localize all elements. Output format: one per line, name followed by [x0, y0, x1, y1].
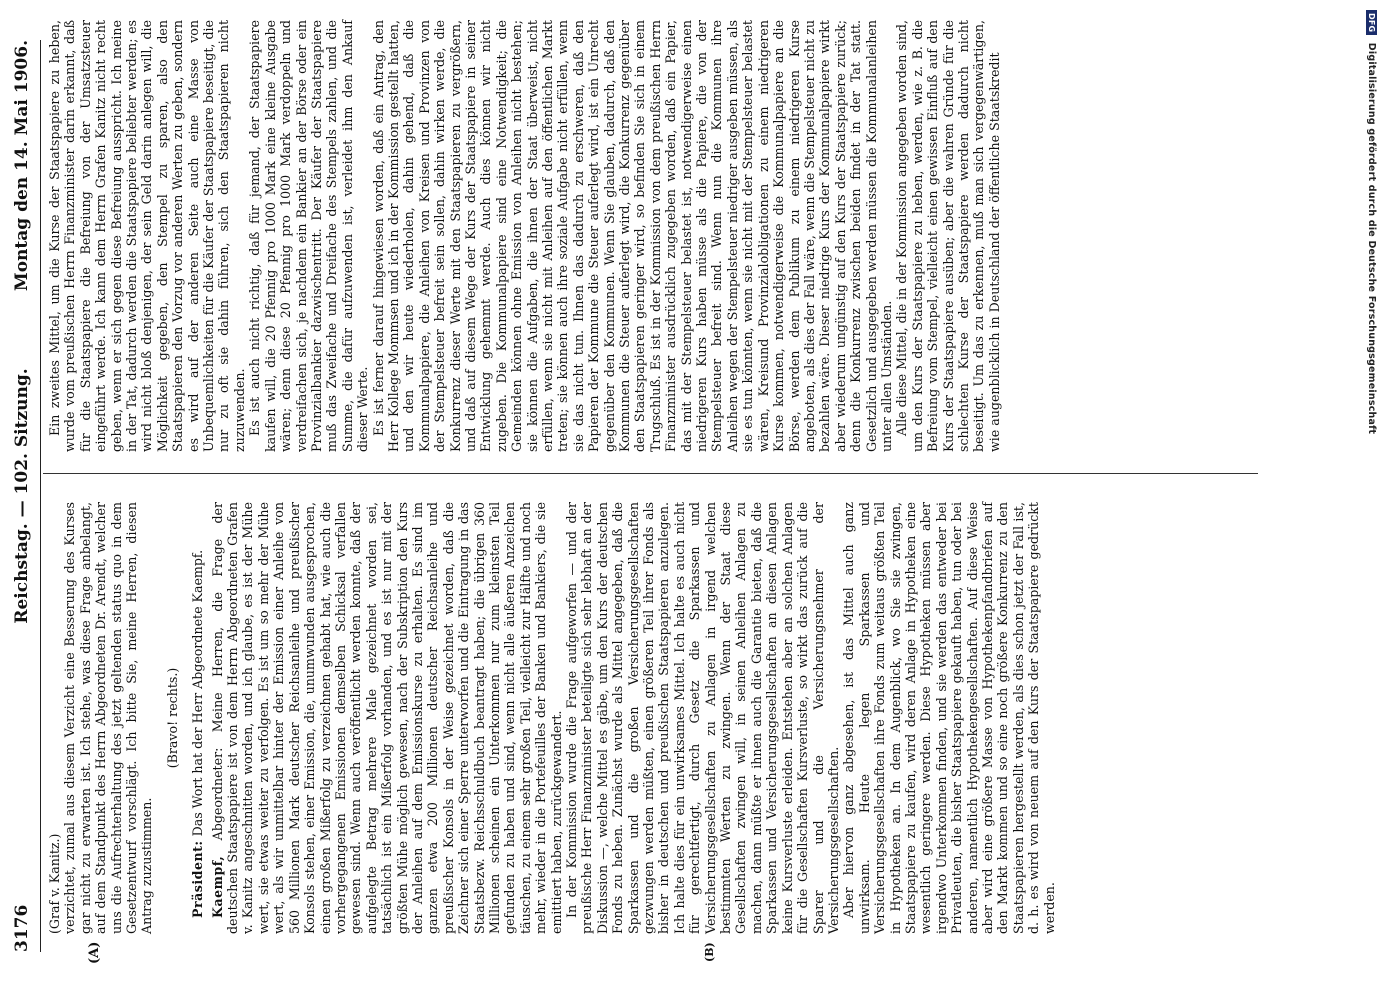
president-label: Präsident:: [190, 840, 206, 918]
dfg-logo: DFG: [1366, 10, 1377, 35]
speaker-continuation: (Graf v. Kanitz.): [47, 833, 62, 934]
margin-marker-b: (B): [703, 942, 716, 962]
kaempf-text: Abgeordneter: Meine Herren, die Frage der deutschen Staatspapiere ist von dem Herrn Abgeordneten Grafen v. Kanitz angeschnitten worden, und ich glaube, es ist der Mühe wert, sie etwas weiter zu verfolgen. Es ist um so mehr der Mühe wert, als wir unmittelbar hinter der Emission einer Anleihe von 560 Millionen Mark deutscher Reichsanleihe und preußischer Konsols stehen, einer Emission, die, unumwunden ausgesprochen, einen großen Mißerfolg zu verzeichnen gehabt hat, wie auch die vorhergegangenen Emissionen demselben Schicksal verfallen gewesen sind. Wenn auch veröffentlicht werden konnte, daß der aufgelegte Betrag mehrere Male gezeichnet worden sei, tatsächlich ist ein Mißerfolg vorhanden, und es ist nur mit der größten Mühe möglich gewesen, nach der Subskription den Kurs der Anleihen auf dem Emissionskurse zu erhalten. Es sind im ganzen etwa 200 Millionen deutscher Reichsanleihe und preußischer Konsols in der Weise gezeichnet worden, daß die Zeichner sich einer Sperre unterworfen und die Eintragung in das Staatsbezw. Reichsschuldbuch beantragt haben; die übrigen 360 Millionen scheinen ein Unterkommen nur zum kleinsten Teil gefunden zu haben und sind, wenn nicht alle äußeren Anzeichen täuschen, zu einem sehr großen Teil, vielleicht zur Hälfte und noch mehr, wieder in die Portefeuilles der Banken und Bankiers, die sie emittiert haben, zurückgewandert.: [209, 502, 564, 934]
paragraph: Ein zweites Mittel, um die Kurse der Staatspapiere zu heben, wurde vom preußischen Herrn Finanzminister darin erkannt, daß für die Staatspapiere die Befreiung von der Umsatzsteuer eingeführt werde. Ich kann dem Herrn Grafen Kanitz nicht recht geben, wenn er sich gegen diese Befreiung ausspricht. Ich meine in der Tat, dadurch werden die Staatspapiere beliebter werden; es wird nicht bloß denjenigen, der sein Geld darin anlegen will, die Möglichkeit gegeben, den Stempel zu sparen, also den Staatspapieren den Vorzug vor anderen Werten zu geben, sondern es wird auf der anderen Seite auch eine Masse von Unbequemlichkeiten für die Käufer der Staatspapiere beseitigt, die nur zu oft sie dahin führen, sich den Staatspapieren nicht zuzuwenden.: [47, 20, 247, 452]
kaempf-label: Kaempf,: [209, 855, 225, 918]
right-column: [47, 20, 1002, 452]
column-divider: [43, 473, 1258, 474]
credit-text: Digitalisierung gefördert durch die Deutsche Forschungsgemeinschaft: [1366, 42, 1377, 435]
page-number: 3176: [12, 904, 32, 952]
president-text: Das Wort hat der Herr Abgeordnete Kaempf.: [190, 549, 206, 837]
president-statement: [190, 502, 205, 934]
paragraph: Alle diese Mittel, die in der Kommission angegeben worden sind, um den Kurs der Staatspapiere zu heben, werden, wie z. B. die Befreiung vom Stempel, vielleicht einen gewissen Einfluß auf den Kurs der Staatspapiere ausüben; aber die wahren Gründe für die schlechten Kurse der Staatspapiere werden dadurch nicht beseitigt. Um das zu erkennen, muß man sich vergegenwärtigen, wie augenblicklich in Deutschland der öffentliche Staatskredit: [894, 20, 1002, 452]
paragraph: Aber hiervon ganz abgesehen, ist das Mittel auch ganz unwirksam. Heute legen Sparkassen und Versicherungsgesellschaften ihre Fonds zum weitaus größten Teil in Hypotheken an. In dem Augenblick, wo Sie sie zwingen, Staatspapiere zu kaufen, wird deren Anlage in Hypotheken eine wesentlich geringere werden. Diese Hypotheken müssen aber irgendwo Unterkommen finden, und sie werden das entweder bei Privatleuten, die bisher Staatspapiere gekauft haben, tun oder bei anderen, namentlich Hypothekengesellschaften. Auf diese Weise aber wird eine größere Masse von Hypothekenpfandbriefen auf den Markt kommen und so eine noch größere Konkurrenz zu den Staatspapieren hergestellt werden, als dies schon jetzt der Fall ist, d. h. es wird von neuem auf den Kurs der Staatspapiere gedrückt werden.: [841, 502, 1057, 934]
session-date: Montag den 14. Mai 1906.: [12, 40, 32, 292]
digitization-credit: [1366, 10, 1377, 434]
paragraph: verzichtet, zumal aus diesem Verzicht eine Besserung des Kurses gar nicht zu erwarten ist. Ich stehe, was diese Frage anbelangt, auf dem Standpunkt des Herrn Abgeordneten Dr. Arendt, welcher uns die Aufrechterhaltung des jetzt geltenden status quo in dem Gesetzentwurf vorschlägt. Ich bitte Sie, meine Herren, diesen Antrag zuzustimmen.: [62, 502, 155, 934]
paragraph: Es ist auch nicht richtig, daß für jemand, der Staatspapiere kaufen will, die 20 Pfennig pro 1000 Mark eine kleine Ausgabe wären; denn diese 20 Pfennig pro 1000 Mark verdoppeln und verdreifachen sich, je nachdem ein Bankier an der Börse oder ein Provinzialbankier dazwischentritt. Der Käufer der Staatspapiere muß das Zweifache und Dreifache des Stempels zahlen, und die Summe, die dafür aufzuwenden ist, verleidet ihm den Ankauf dieser Werte.: [247, 20, 371, 452]
kaempf-speech: [210, 502, 564, 934]
page-header: [6, 40, 41, 952]
session-title: Reichstag. — 102. Sitzung.: [12, 368, 32, 624]
paragraph: Es ist ferner darauf hingewiesen worden, daß ein Antrag, den Herr Kollege Mommsen und ich in der Kommission gestellt hatten, und den wir heute wiederholen, dahin gehend, daß die Kommunalpapiere, die Anleihen von Kreisen und Provinzen von der Stempelsteuer befreit sein sollen, dahin wirken werde, die Konkurrenz dieser Werte mit den Staatspapieren zu vergrößern, und daß auf diesem Wege der Kurs der Staatspapiere in seiner Entwicklung gehemmt werde. Auch dies können wir nicht zugeben. Die Kommunalpapiere sind eine Notwendigkeit; die Gemeinden können ohne Emission von Anleihen nicht bestehen; sie können die Aufgaben, die ihnen der Staat überweist, nicht erfüllen, wenn sie nicht mit Anleihen auf den öffentlichen Markt treten; sie können auch ihre soziale Aufgabe nicht erfüllen, wenn sie das nicht tun. Ihnen das dadurch zu erschweren, daß den Papieren der Kommune die Steuer auferlegt wird, ist ein Unrecht gegenüber den Kommunen. Wenn Sie glauben, dadurch, daß den Kommunen die Steuer auferlegt wird, die Konkurrenz gegenüber den Staatspapieren geringer wird, so befinden Sie sich in einem Trugschluß. Es ist in der Kommission von dem preußischen Herrn Finanzminister ausdrücklich zugegeben worden, daß ein Papier, das mit der Stempelsteuer belastet ist, notwendigerweise einen niedrigeren Kurs haben müsse als die Papiere, die von der Stempelsteuer befreit sind. Wenn nun die Kommunen ihre Anleihen wegen der Stempelsteuer niedriger ausgeben müssen, als sie es tun könnten, wenn sie nicht mit der Stempelsteuer belastet wären, Kreisund Provinzialobligationen zu einem niedrigeren Kurse kommen, notwendigerweise die Kommunalpapiere an die Börse, werden dem Publikum zu einem niedrigeren Kurse angeboten, als dies der Fall wäre, wenn die Stempelsteuer nicht zu bezahlen wäre. Dieser niedrige Kurs der Kommunalpapiere wirkt aber wiederum ungünstig auf den Kurs der Staatspapiere zurück; denn die Konkurrenz zwischen beiden findet in der Tat statt. Gesetzlich und ausgegeben werden müssen die Kommunalanleihen unter allen Umständen.: [370, 20, 894, 452]
paragraph: In der Kommission wurde die Frage aufgeworfen — und der preußische Herr Finanzminister beteiligte sich sehr lebhaft an der Diskussion —, welche Mittel es gäbe, um den Kurs der deutschen Fonds zu heben. Zunächst wurde als Mittel angegeben, daß die Sparkassen und die großen Versicherungsgesellschaften gezwungen werden müßten, einen größeren Teil ihrer Fonds als bisher in deutschen und preußischen Staatspapieren anzulegen. Ich halte dies für ein unwirksames Mittel. Ich halte es auch nicht für gerechtfertigt, durch Gesetz die Sparkassen und Versicherungsgesellschaften zu Anlagen in irgend welchen bestimmten Werten zu zwingen. Wenn der Staat diese Gesellschaften zwingen will, in seinen Anleihen Anlagen zu machen, dann müßte er ihnen auch die Garantie bieten, daß die Sparkassen und Versicherungsgesellschaften an diesen Anlagen keine Kursverluste erleiden. Entstehen aber an solchen Anlagen für die Gesellschaften Kursverluste, so wirkt das zurück auf die Sparer und die Versicherungsnehmer der Versicherungsgesellschaften.: [564, 502, 841, 934]
applause-note: (Bravo! rechts.): [164, 667, 180, 769]
left-column: [47, 502, 1057, 964]
margin-marker-a: (A): [87, 941, 102, 964]
text-columns: [41, 20, 1261, 964]
